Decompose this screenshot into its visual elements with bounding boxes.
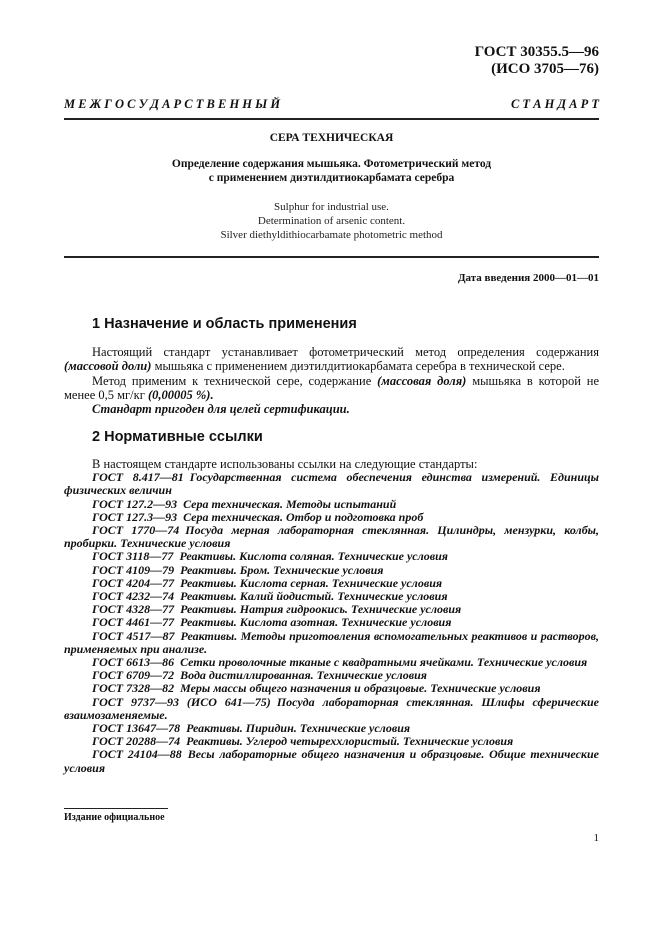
reference-title: Меры массы общего назначения и образцовые. Технические условия [180, 681, 541, 696]
scope-text-a: Настоящий стандарт устанавливает фотометрический метод определения содержания [92, 345, 599, 359]
scope-text-emphasis: (массовой доли) [64, 359, 152, 374]
applicability-text-a: Метод применим к технической сере, содержание [92, 373, 378, 388]
standard-code-iso: (ИСО 3705—76) [491, 61, 599, 77]
reference-code: ГОСТ 3118—77 [92, 549, 174, 564]
document-subtitle [64, 157, 599, 185]
reference-code: ГОСТ 20288—74 [92, 734, 181, 749]
reference-title: Реактивы. Углерод четыреххлористый. Технические условия [186, 734, 514, 749]
subtitle-line-2: с применением диэтилдитиокарбамата серебра [208, 172, 455, 184]
reference-code: ГОСТ 4517—87 [92, 628, 175, 643]
reference-title: Сера техническая. Методы испытаний [183, 496, 397, 511]
reference-title: Сетки проволочные тканые с квадратными ячейками. Технические условия [180, 655, 588, 670]
document-title: СЕРА ТЕХНИЧЕСКАЯ [269, 132, 394, 144]
reference-title: Сера техническая. Отбор и подготовка проб [183, 509, 424, 524]
reference-title: Реактивы. Кислота соляная. Технические условия [179, 549, 448, 564]
standard-code-gost: ГОСТ 30355.5—96 [474, 44, 599, 60]
scope-text-b: мышьяка с применением диэтилдитиокарбамата серебра в технической сере. [151, 359, 565, 374]
reference-code: ГОСТ 127.3—93 [92, 509, 178, 524]
reference-title: Весы лабораторные общего назначения и образцовые. Общие технические условия [64, 747, 599, 775]
page-number: 1 [593, 832, 599, 844]
reference-item [64, 696, 599, 722]
standard-code [475, 44, 599, 78]
section-1-heading: 1 Назначение и область применения [92, 316, 357, 332]
applicability-paragraph [64, 374, 599, 403]
reference-code: ГОСТ 6709—72 [92, 668, 175, 683]
introduction-date: Дата введения 2000—01—01 [457, 272, 599, 284]
reference-item [64, 630, 599, 656]
reference-code: ГОСТ 24104—88 [92, 747, 182, 762]
subtitle-line-1: Определение содержания мышьяка. Фотометрический метод [171, 158, 492, 170]
reference-title: Посуда мерная лабораторная стеклянная. Цилиндры, мензурки, колбы, пробирки. Технические условия [64, 523, 600, 551]
section-1-body [64, 345, 599, 416]
reference-code: ГОСТ 13647—78 [92, 721, 181, 736]
scope-paragraph [64, 345, 599, 374]
footer-rule [64, 808, 168, 809]
reference-item [64, 524, 599, 550]
reference-title: Вода дистиллированная. Технические условия [180, 668, 427, 683]
applicability-text-emphasis: (массовая доля) [377, 373, 467, 388]
reference-code: ГОСТ 4204—77 [92, 575, 175, 590]
reference-code: ГОСТ 6613—86 [92, 655, 175, 670]
references-intro: В настоящем стандарте использованы ссылки на следующие стандарты: [92, 457, 478, 471]
reference-title: Реактивы. Пиридин. Технические условия [186, 721, 411, 736]
reference-title: Реактивы. Методы приготовления вспомогательных реактивов и растворов, применяемых при анализе. [64, 628, 599, 656]
english-title-line-3: Silver diethyldithiocarbamate photometric method [220, 229, 443, 241]
reference-title: Реактивы. Кислота серная. Технические условия [180, 575, 443, 590]
interstate-standard-banner [64, 97, 599, 112]
applicability-text-emphasis-2: (0,00005 %). [147, 387, 214, 402]
english-title-line-2: Determination of arsenic content. [257, 215, 406, 227]
reference-code: ГОСТ 1770—74 [92, 523, 180, 538]
banner-word-interstate: М Е Ж Г О С У Д А Р С Т В Е Н Н Ы Й [64, 97, 281, 111]
reference-code: ГОСТ 4461—77 [92, 615, 175, 630]
reference-title: Реактивы. Калий йодистый. Технические условия [180, 589, 448, 604]
banner-word-standard: С Т А Н Д А Р Т [510, 97, 599, 111]
reference-title: Реактивы. Кислота азотная. Технические условия [180, 615, 452, 630]
english-title [64, 200, 599, 242]
header-rule [64, 118, 599, 120]
reference-code: ГОСТ 4232—74 [92, 589, 175, 604]
reference-item [64, 471, 599, 497]
reference-code: ГОСТ 9737—93 (ИСО 641—75) [92, 694, 271, 709]
section-2-heading: 2 Нормативные ссылки [92, 429, 263, 445]
reference-title: Реактивы. Натрия гидроокись. Технические условия [180, 602, 462, 617]
reference-title: Посуда лабораторная стеклянная. Шлифы сферические взаимозаменяемые. [64, 694, 600, 722]
reference-code: ГОСТ 4109—79 [92, 562, 175, 577]
reference-code: ГОСТ 127.2—93 [92, 496, 178, 511]
reference-code: ГОСТ 4328—77 [92, 602, 175, 617]
reference-item [64, 748, 599, 774]
applicability-text-b: мышьяка в которой не менее 0,5 мг/кг [64, 373, 600, 402]
english-title-line-1: Sulphur for industrial use. [274, 201, 389, 213]
title-rule [64, 256, 599, 258]
reference-code: ГОСТ 7328—82 [92, 681, 175, 696]
reference-code: ГОСТ 8.417—81 [92, 470, 184, 485]
normative-references [64, 458, 599, 775]
certification-paragraph: Стандарт пригоден для целей сертификации. [92, 402, 350, 417]
official-edition-label: Издание официальное [64, 812, 165, 823]
reference-title: Государственная система обеспечения единства измерений. Единицы физических величин [64, 470, 600, 498]
reference-title: Реактивы. Бром. Технические условия [180, 562, 384, 577]
